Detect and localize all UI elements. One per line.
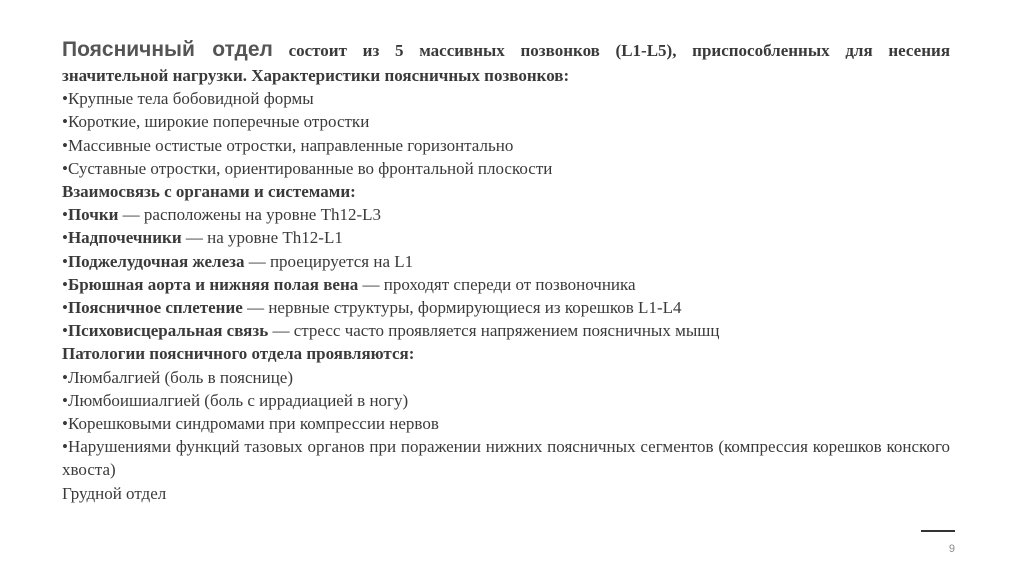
relations-heading: Взаимосвязь с органами и системами: bbox=[62, 182, 356, 202]
relation-item: •Психовисцеральная связь — стресс часто проявляется напряжением поясничных мышц bbox=[62, 321, 720, 341]
title-rest: состоит из 5 массивных позвонков (L1-L5), приспособленных для несения bbox=[288, 41, 951, 60]
footer-rule bbox=[921, 530, 955, 532]
title-line-2: значительной нагрузки. Характеристики поясничных позвонков: bbox=[62, 66, 570, 85]
next-section: Грудной отдел bbox=[62, 483, 167, 503]
relation-item: •Почки — расположены на уровне Th12-L3 bbox=[62, 205, 382, 225]
relation-term: Психовисцеральная связь bbox=[67, 321, 269, 341]
relation-term: Поджелудочная железа bbox=[67, 251, 245, 271]
title-heading: Поясничный отдел bbox=[62, 38, 273, 61]
feature-item: •Суставные отростки, ориентированные во фронтальной плоскости bbox=[62, 158, 553, 178]
relation-item: •Поясничное сплетение — нервные структуры, формирующиеся из корешков L1-L4 bbox=[62, 298, 682, 318]
relation-term: Надпочечники bbox=[67, 228, 182, 248]
relation-item: •Надпочечники — на уровне Th12-L1 bbox=[62, 228, 343, 248]
title-line bbox=[62, 36, 950, 64]
pathology-item: •Корешковыми синдромами при компрессии нервов bbox=[62, 414, 439, 434]
pathology-item: •Нарушениями функций тазовых органов при поражении нижних поясничных сегментов (компрессия корешков конского хвоста) bbox=[62, 437, 950, 480]
relation-desc: — стресс часто проявляется напряжением поясничных мышц bbox=[268, 321, 720, 341]
relation-desc: — нервные структуры, формирующиеся из корешков L1-L4 bbox=[242, 298, 682, 318]
feature-item: •Короткие, широкие поперечные отростки bbox=[62, 112, 370, 132]
feature-item: •Массивные остистые отростки, направленные горизонтально bbox=[62, 135, 514, 155]
relation-desc: — расположены на уровне Th12-L3 bbox=[118, 205, 382, 225]
relation-item: •Поджелудочная железа — проецируется на L1 bbox=[62, 251, 414, 271]
relation-desc: — проходят спереди от позвоночника bbox=[358, 274, 636, 294]
slide-content bbox=[62, 36, 950, 505]
feature-item: •Крупные тела бобовидной формы bbox=[62, 89, 314, 109]
relation-term: Почки bbox=[67, 205, 119, 225]
page-number: 9 bbox=[948, 543, 955, 555]
pathology-item: •Люмбалгией (боль в пояснице) bbox=[62, 367, 293, 387]
relation-desc: — на уровне Th12-L1 bbox=[181, 228, 343, 248]
relation-desc: — проецируется на L1 bbox=[244, 251, 414, 271]
relation-item: •Брюшная аорта и нижняя полая вена — проходят спереди от позвоночника bbox=[62, 274, 636, 294]
relation-term: Брюшная аорта и нижняя полая вена bbox=[67, 274, 359, 294]
pathology-heading: Патологии поясничного отдела проявляются: bbox=[62, 344, 415, 364]
relation-term: Поясничное сплетение bbox=[67, 298, 243, 318]
pathology-item: •Люмбоишиалгией (боль с иррадиацией в ногу) bbox=[62, 390, 409, 410]
